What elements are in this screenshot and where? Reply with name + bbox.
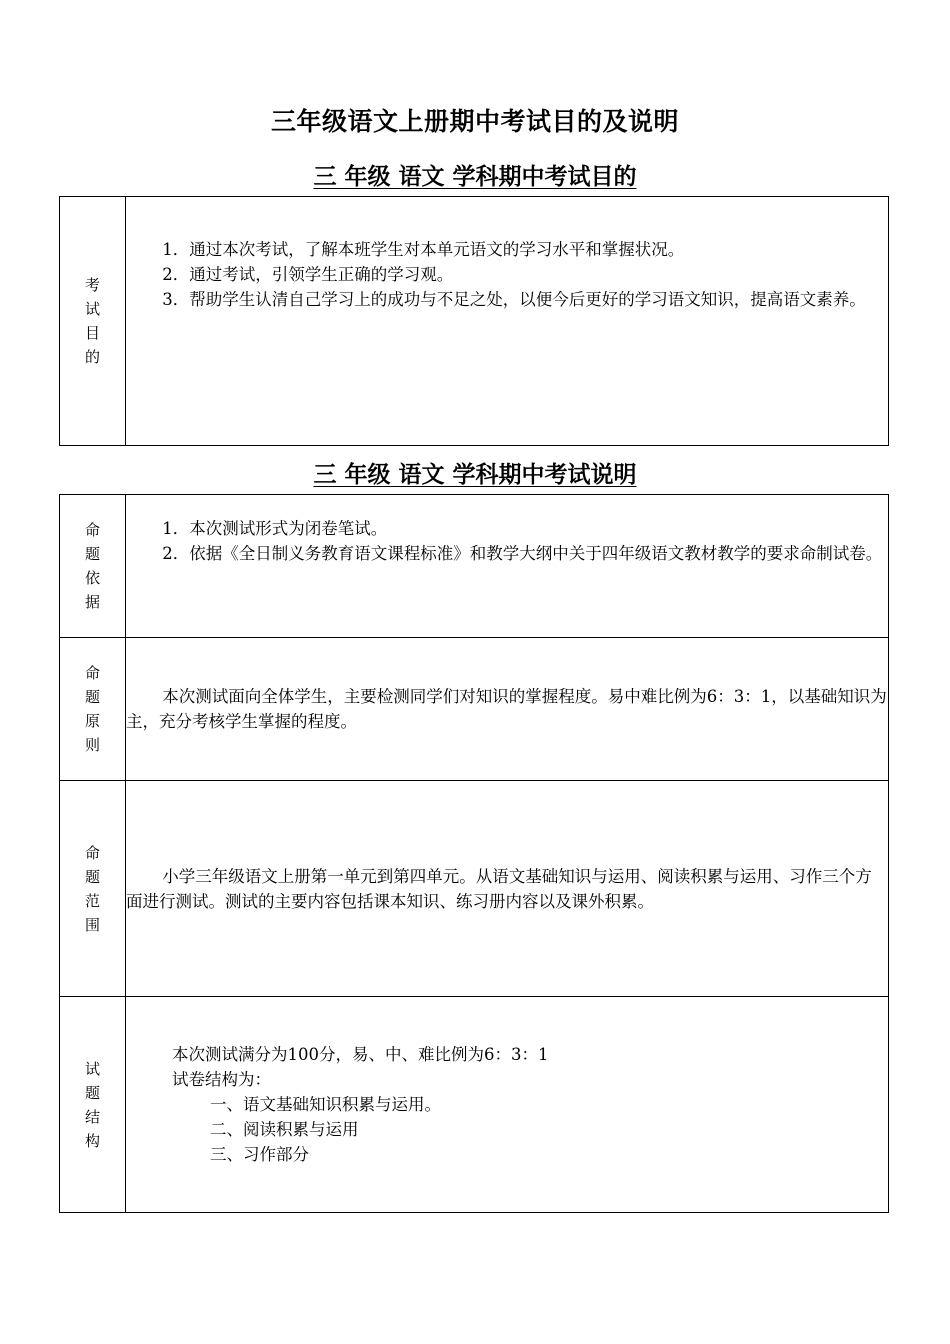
structure-part-1: 一、语文基础知识积累与运用。 — [210, 1095, 441, 1114]
scope-row — [60, 781, 889, 997]
structure-content — [126, 997, 889, 1213]
section-title-purpose: 三 年级 语文 学科期中考试目的 — [313, 163, 637, 190]
structure-part-3: 三、习作部分 — [210, 1145, 309, 1164]
structure-score-line: 本次测试满分为100分，易、中、难比例为6：3：1 — [172, 1045, 549, 1064]
basis-label: 命 题 依 据 — [60, 495, 126, 638]
structure-label: 试 题 结 构 — [60, 997, 126, 1213]
principle-label: 命 题 原 则 — [60, 638, 126, 781]
description-table — [59, 494, 889, 1213]
purpose-content — [126, 197, 889, 446]
basis-item-1: 1．本次测试形式为闭卷笔试。 — [162, 519, 388, 538]
purpose-item-3: 3．帮助学生认清自己学习上的成功与不足之处，以便今后更好的学习语文知识，提高语文素养。 — [162, 290, 866, 309]
purpose-table — [59, 196, 889, 446]
document-title: 三年级语文上册期中考试目的及说明 — [270, 107, 679, 136]
purpose-item-2: 2．通过考试，引领学生正确的学习观。 — [162, 265, 454, 284]
scope-label: 命 题 范 围 — [60, 781, 126, 997]
principle-content — [126, 638, 889, 781]
purpose-label: 考 试 目 的 — [60, 197, 126, 446]
scope-text: 小学三年级语文上册第一单元到第四单元。从语文基础知识与运用、阅读积累与运用、习作三个方面进行测试。测试的主要内容包括课本知识、练习册内容以及课外积累。 — [126, 866, 872, 911]
scope-content — [126, 781, 889, 997]
structure-row — [60, 997, 889, 1213]
structure-part-2: 二、阅读积累与运用 — [210, 1120, 359, 1139]
structure-heading: 试卷结构为： — [172, 1070, 271, 1089]
principle-text: 本次测试面向全体学生，主要检测同学们对知识的掌握程度。易中难比例为6：3：1，以基础知识为主，充分考核学生掌握的程度。 — [126, 687, 887, 731]
principle-row — [60, 638, 889, 781]
basis-item-2: 2．依据《全日制义务教育语文课程标准》和教学大纲中关于四年级语文教材教学的要求命制试卷。 — [162, 544, 883, 563]
section-title-description: 三 年级 语文 学科期中考试说明 — [313, 461, 637, 488]
basis-row — [60, 495, 889, 638]
basis-content — [126, 495, 889, 638]
purpose-row — [60, 197, 889, 446]
purpose-item-1: 1．通过本次考试，了解本班学生对本单元语文的学习水平和掌握状况。 — [162, 240, 685, 259]
